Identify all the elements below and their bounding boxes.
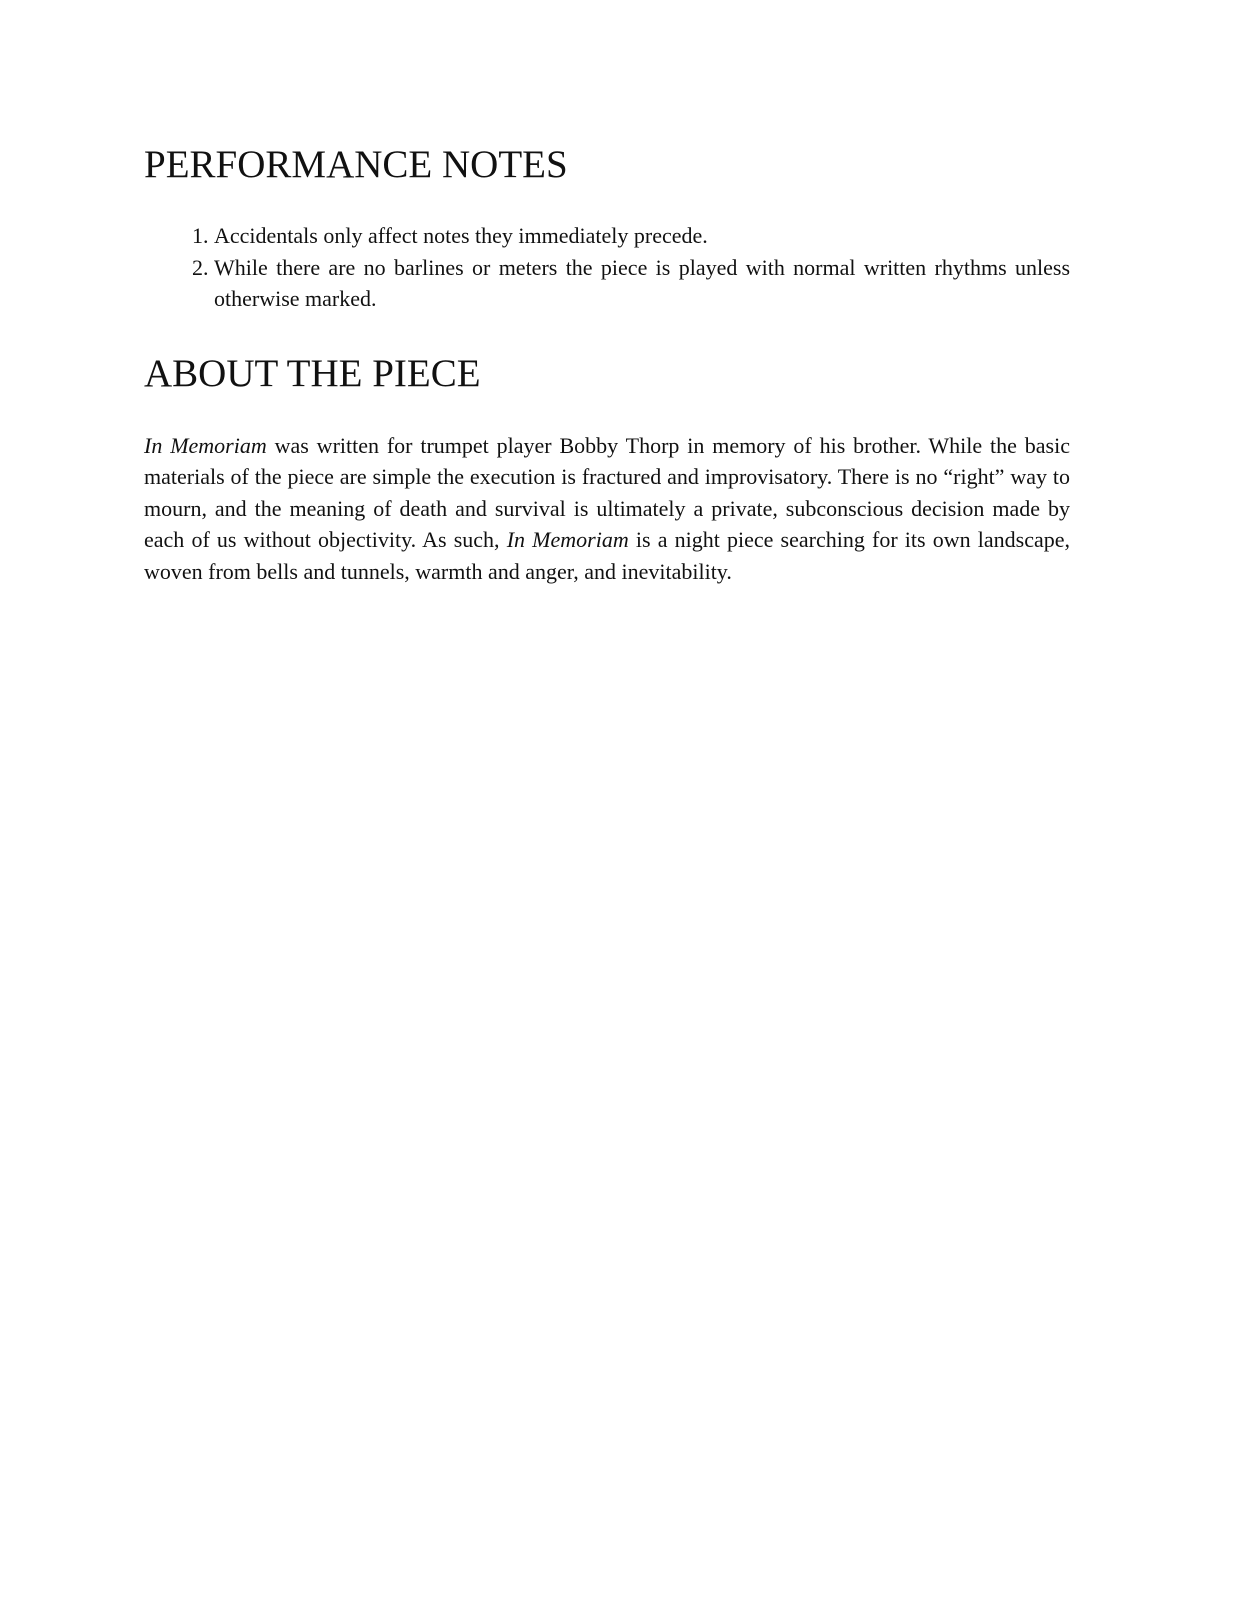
performance-notes-heading: PERFORMANCE NOTES (144, 143, 568, 186)
document-page (144, 140, 1070, 587)
about-paragraph (144, 430, 1070, 588)
piece-title: In Memoriam (144, 432, 267, 458)
list-item: 2. While there are no barlines or meters the piece is played with normal written rhythms unless otherwise marked. (214, 252, 1070, 315)
list-item: 1. Accidentals only affect notes they immediately precede. (214, 220, 1070, 252)
piece-title: In Memoriam (506, 527, 629, 552)
paragraph-text: is a night piece searching for its own landscape, woven from bells and tunnels, warmth and anger, and inevitability. (144, 527, 1070, 584)
about-the-piece-heading: ABOUT THE PIECE (144, 351, 481, 395)
performance-notes-list (144, 220, 1070, 315)
paragraph-text: was written for trumpet player Bobby Thorp in memory of his brother. While the basic materials of the piece are simple the execution is fractured and improvisatory. There is no “right” way to mourn, and the meaning of death and survival is ultimately a private, subconscious decision made by each of us without objectivity. As such, (144, 432, 1070, 552)
